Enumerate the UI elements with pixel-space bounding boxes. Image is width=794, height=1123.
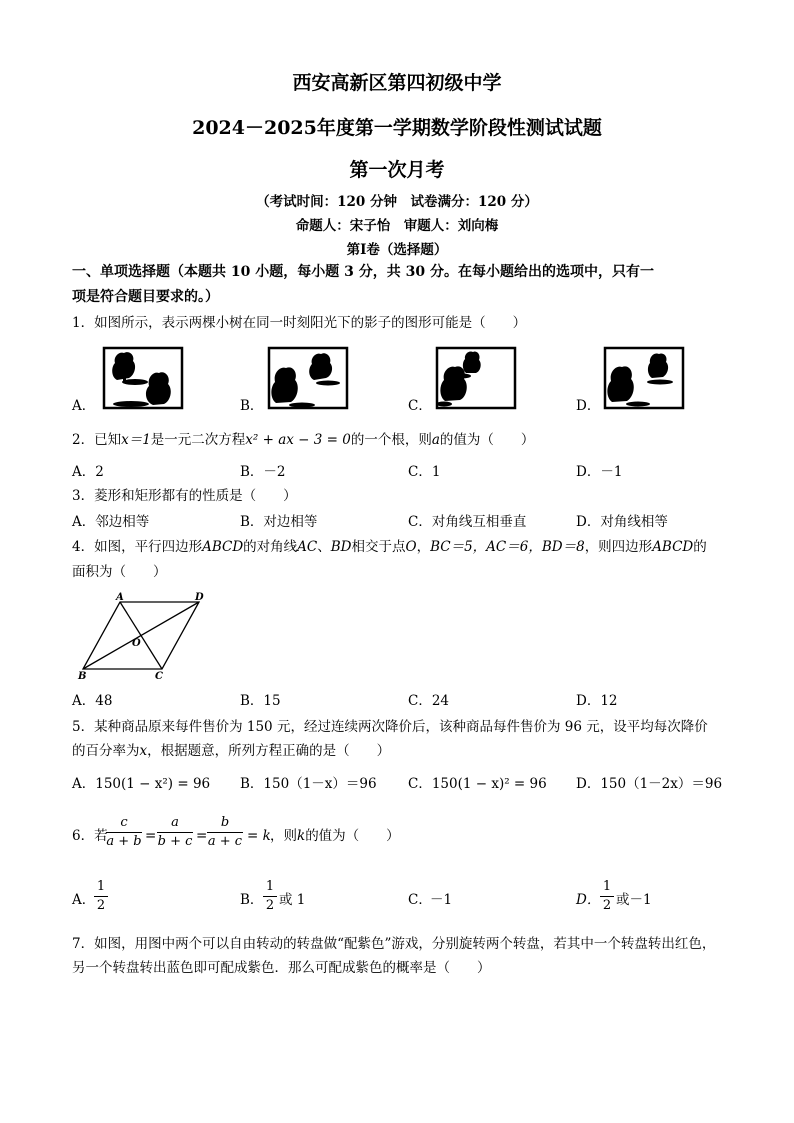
q2-option-d: D．－1 bbox=[576, 464, 623, 480]
q4-label-d: D bbox=[195, 592, 204, 603]
exam-subtitle: 第一次月考 bbox=[349, 159, 445, 181]
q4-text-f: 的 bbox=[693, 539, 707, 555]
q6-b-num: 1 bbox=[265, 879, 275, 894]
q4-lengths: BC＝5，AC＝6，BD＝8 bbox=[430, 539, 585, 555]
q6-f1-num: c bbox=[120, 815, 128, 830]
q6-option-a-label: A． bbox=[72, 892, 96, 908]
q1-option-b-label: B． bbox=[240, 398, 264, 414]
q4-abcd2: ABCD bbox=[652, 539, 694, 555]
q6-option-a-fraction bbox=[94, 879, 108, 914]
q4-bd: BD bbox=[330, 539, 352, 555]
q1-stem: 1．如图所示，表示两棵小树在同一时刻阳光下的影子的图形可能是（ ） bbox=[72, 315, 527, 331]
q6-b-den: 2 bbox=[265, 898, 275, 913]
q2-stem bbox=[72, 430, 534, 450]
q4-stem-line2: 面积为（ ） bbox=[72, 564, 167, 580]
q4-text-c: 相交于点 bbox=[351, 539, 406, 555]
q1-figure-c bbox=[436, 347, 516, 409]
q6-fraction-3 bbox=[207, 815, 243, 850]
q4-sep: 、 bbox=[317, 539, 331, 555]
q6-f2-num: a bbox=[171, 815, 179, 830]
q5-option-b: B．150（1－x）＝96 bbox=[240, 776, 377, 792]
q6-eq-2: = bbox=[196, 828, 208, 844]
section-heading-line1: 一、单项选择题（本题共 10 小题，每小题 3 分，共 30 分。在每小题给出的选项中，只有一 bbox=[72, 264, 654, 280]
q1-figure-b bbox=[268, 347, 348, 409]
q6-option-b-label: B． bbox=[240, 892, 264, 908]
q2-option-c: C．1 bbox=[408, 464, 441, 480]
q6-option-b-fraction bbox=[263, 879, 277, 914]
q6-option-c-label: C． bbox=[408, 892, 432, 908]
q2-suffix: 的值为（ ） bbox=[439, 432, 535, 448]
q4-o: O bbox=[405, 539, 417, 555]
q2-mid2: 的一个根，则 bbox=[350, 432, 432, 448]
q4-text-e: ，则四边形 bbox=[584, 539, 653, 555]
q5-text-a: 的百分率为 bbox=[72, 743, 140, 759]
q1-option-a-label: A． bbox=[72, 398, 96, 414]
q6-d-num: 1 bbox=[602, 879, 612, 894]
q4-label-c: C bbox=[155, 671, 163, 682]
q3-option-b: B．对边相等 bbox=[240, 514, 318, 530]
q5-option-a: A．150(1 − x²) = 96 bbox=[72, 776, 211, 792]
q4-stem-line1 bbox=[72, 537, 707, 557]
q6-suffix-a: ，则 bbox=[270, 828, 297, 844]
q6-f2-den: b + c bbox=[157, 834, 193, 849]
q1-option-c-label: C． bbox=[408, 398, 432, 414]
q6-f3-num: b bbox=[220, 815, 230, 830]
q6-option-c: －1 bbox=[430, 892, 453, 908]
q4-text-b: 的对角线 bbox=[243, 539, 298, 555]
q6-fraction-2 bbox=[157, 815, 193, 850]
q4-abcd: ABCD bbox=[202, 539, 244, 555]
q2-prefix: 2．已知 bbox=[72, 432, 122, 448]
q6-a-num: 1 bbox=[96, 879, 106, 894]
q2-var: a bbox=[431, 432, 440, 448]
q7-stem-line2: 另一个转盘转出蓝色即可配成紫色．那么可配成紫色的概率是（ ） bbox=[72, 960, 491, 976]
q4-label-a: A bbox=[116, 592, 124, 603]
q1-figure-d bbox=[604, 347, 684, 409]
q2-option-b: B．－2 bbox=[240, 464, 286, 480]
q2-option-a: A．2 bbox=[72, 464, 104, 480]
q4-option-b: B．15 bbox=[240, 693, 281, 709]
q6-f1-den: a + b bbox=[106, 834, 142, 849]
q4-parallelogram-figure bbox=[78, 592, 218, 682]
q6-option-d-tail: 或－1 bbox=[616, 892, 652, 908]
q6-k-eq: = k bbox=[247, 828, 271, 844]
q6-prefix: 6．若 bbox=[72, 828, 108, 844]
q4-ac: AC bbox=[297, 539, 318, 555]
volume-title: 第Ⅰ卷（选择题） bbox=[346, 242, 448, 258]
q6-a-den: 2 bbox=[96, 898, 106, 913]
q5-option-c: C．150(1 − x)² = 96 bbox=[408, 776, 547, 792]
q4-label-o: O bbox=[132, 638, 141, 649]
q6-option-d-fraction bbox=[600, 879, 614, 914]
exam-info: （考试时间：120 分钟 试卷满分：120 分） bbox=[256, 194, 538, 210]
q6-option-b-tail: 或 1 bbox=[279, 892, 306, 908]
q3-option-a: A．邻边相等 bbox=[72, 514, 150, 530]
q4-option-a: A．48 bbox=[72, 693, 113, 709]
q5-stem-line1: 5．某种商品原来每件售价为 150 元，经过连续两次降价后，该种商品每件售价为 96 元，设平均每次降价 bbox=[72, 719, 708, 735]
q3-stem: 3．菱形和矩形都有的性质是（ ） bbox=[72, 488, 297, 504]
q1-figure-a bbox=[103, 347, 183, 409]
school-name: 西安高新区第四初级中学 bbox=[292, 72, 502, 94]
q3-option-d: D．对角线相等 bbox=[576, 514, 668, 530]
q6-k: k bbox=[297, 828, 306, 844]
exam-authors: 命题人：宋子怡 审题人：刘向梅 bbox=[295, 218, 499, 234]
q7-stem-line1: 7．如图，用图中两个可以自由转动的转盘做“配紫色”游戏，分别旋转两个转盘，若其中一个转盘转出红色， bbox=[72, 936, 716, 952]
q4-option-d: D．12 bbox=[576, 693, 618, 709]
q6-d-den: 2 bbox=[602, 898, 612, 913]
q6-eq-1: = bbox=[145, 828, 157, 844]
q2-equation: x² + ax − 3 = 0 bbox=[245, 432, 351, 448]
q5-option-d: D．150（1－2x）＝96 bbox=[576, 776, 723, 792]
q4-option-c: C．24 bbox=[408, 693, 450, 709]
q2-mid: 是一元二次方程 bbox=[150, 432, 246, 448]
q3-option-c: C．对角线互相垂直 bbox=[408, 514, 527, 530]
q1-option-d-label: D． bbox=[576, 398, 601, 414]
q6-option-d-label: D． bbox=[576, 892, 601, 908]
q5-text-b: ，根据题意，所列方程正确的是（ ） bbox=[147, 743, 391, 759]
q5-stem-line2 bbox=[72, 741, 390, 761]
exam-title: 2024－2025年度第一学期数学阶段性测试试题 bbox=[192, 117, 602, 139]
section-heading-line2: 项是符合题目要求的。） bbox=[72, 289, 219, 305]
q6-fraction-1 bbox=[106, 815, 142, 850]
q2-condition: x＝1 bbox=[121, 432, 151, 448]
q4-text-d: ， bbox=[416, 539, 431, 555]
q6-f3-den: a + c bbox=[207, 834, 243, 849]
q6-suffix-b: 的值为（ ） bbox=[305, 828, 400, 844]
q4-text-a: 4．如图，平行四边形 bbox=[72, 539, 203, 555]
q4-label-b: B bbox=[78, 671, 87, 682]
q6-suffix bbox=[270, 826, 400, 846]
q5-x: x bbox=[139, 743, 148, 759]
